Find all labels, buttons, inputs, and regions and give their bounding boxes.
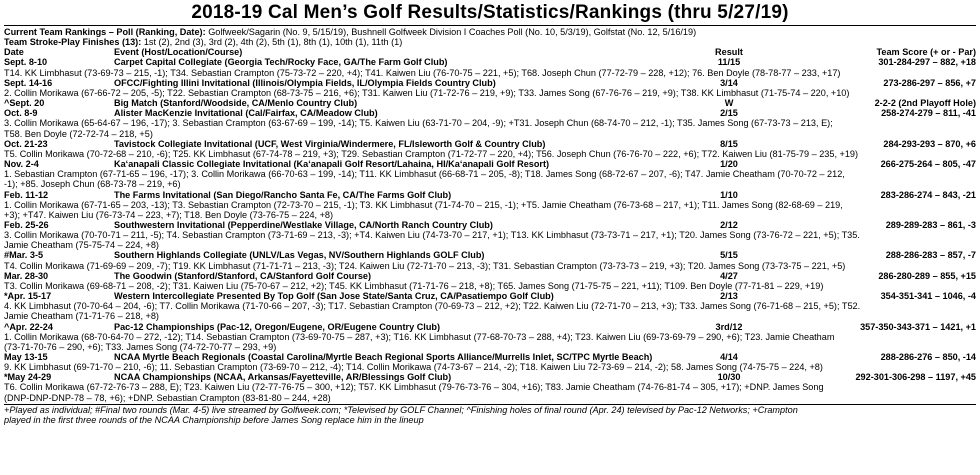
event-date: #Mar. 3-5	[4, 250, 44, 261]
event-name: The Farms Invitational (San Diego/Rancho Santa Fe, CA/The Farms Golf Club)	[114, 189, 452, 200]
event-details: T4. Collin Morikawa (71-69-69 – 209, -7); T19. KK Limbhasut (71-71-71 – 213, -3); T24. Kaiwen Liu (72-71-70 – 213, -3); T31. Sebastian Crampton (73-73-73 – 219, +3); T20. James Song (73-73-75 – 221, +5)	[4, 260, 846, 271]
event-name: Pac-12 Championships (Pac-12, Oregon/Eugene, OR/Eugene Country Club)	[114, 321, 441, 332]
event-result: 2/12	[720, 219, 738, 230]
event-result: 3/14	[720, 77, 738, 88]
event-name: Big Match (Stanford/Woodside, CA/Menlo Country Club)	[114, 98, 358, 109]
event-details: 3. Collin Morikawa (65-64-67 – 196, -17); 3. Sebastian Crampton (63-67-69 – 199, -14); T5. Kaiwen Liu (63-71-70 – 204, -9); +T31. Joseph Chun (68-74-70 – 212, -1); T35. James Song (67-73-73 – 213, E);	[4, 118, 833, 129]
event-row	[4, 108, 976, 118]
event-name: Tavistock Collegiate Invitational (UCF, West Virginia/Windermere, FL/Isleworth Golf & Country Club)	[114, 138, 546, 149]
footnote-line: played in the first three rounds of the NCAA Championship before James Song replace him in the lineup	[4, 414, 424, 425]
event-row	[4, 322, 976, 332]
event-details: (DNP-DNP-DNP-78 – 78, +6); +DNP. Sebastian Crampton (83-81-80 – 244, +28)	[4, 392, 331, 403]
event-name: NCAA Myrtle Beach Regionals (Coastal Carolina/Myrtle Beach Regional Sports Alliance/Murrells Inlet, SC/TPC Myrtle Beach)	[114, 352, 653, 362]
event-result: 4/14	[720, 352, 738, 362]
event-date: Mar. 28-30	[4, 270, 49, 281]
event-details: (73-71-70-76 – 290, +6); T33. James Song (74-72-70-77 – 293, +9)	[4, 341, 277, 352]
event-row	[4, 159, 976, 169]
event-row	[4, 139, 976, 149]
event-details: T5. Collin Morikawa (70-72-68 – 210, -6); T25. KK Limbhasut (67-74-78 – 219, +3); T29. Sebastian Crampton (71-72-77 – 220, +4); T56. Joseph Chun (76-76-70 – 222, +6); T72. Kaiwen Liu (81-75-79 – 235, +19)	[4, 148, 859, 159]
footnotes	[4, 405, 976, 425]
event-details: T3. Collin Morikawa (69-68-71 – 208, -2); T31. Kaiwen Liu (75-70-67 – 212, +2); T45. KK Limbhasut (71-71-76 – 218, +8); T65. James Song (71-75-75 – 221, +11); T109. Ben Doyle (77-71-81 – 229, +19)	[4, 280, 824, 291]
event-date: ^Sept. 20	[4, 98, 45, 109]
event-name: Southwestern Invitational (Pepperdine/Westlake Village, CA/North Ranch Country Club)	[114, 219, 493, 230]
event-date: ^Apr. 22-24	[4, 321, 53, 332]
event-date: *Apr. 15-17	[4, 291, 52, 302]
event-score: 283-286-274 – 843, -21	[880, 189, 976, 200]
event-score: 357-350-343-371 – 1421, +1	[860, 321, 976, 332]
col-date: Date	[4, 47, 24, 58]
event-name: Carpet Capital Collegiate (Georgia Tech/Rocky Face, GA/The Farm Golf Club)	[114, 57, 448, 68]
event-details: T14. KK Limbhasut (73-69-73 – 215, -1); T34. Sebastian Crampton (75-73-72 – 220, +4); T41. Kaiwen Liu (76-70-75 – 221, +5); T68. Joseph Chun (77-72-79 – 228, +12); 76. Ben Doyle (78-78-77 – 233, +17)	[4, 67, 841, 78]
event-result: 11/15	[717, 57, 741, 68]
results-document	[4, 2, 976, 469]
events-list	[4, 57, 976, 402]
event-result: 2/13	[720, 291, 738, 302]
event-result: 1/10	[720, 189, 738, 200]
event-score: 288-286-276 – 850, -14	[880, 352, 976, 362]
event-row	[4, 78, 976, 88]
rankings-text: Golfweek/Sagarin (No. 9, 5/15/19), Bushnell Golfweek Division I Coaches Poll (No. 10, 5/3/19), Golfstat (No. 12, 5/16/19)	[208, 27, 697, 37]
event-row	[4, 250, 976, 260]
event-details: +3); +T47. Kaiwen Liu (76-73-74 – 223, +7); T18. Ben Doyle (73-76-75 – 224, +8)	[4, 209, 334, 220]
event-score: 258-274-279 – 811, -41	[881, 108, 976, 119]
col-result: Result	[715, 47, 743, 58]
rankings-label: Current Team Rankings – Poll (Ranking, Date):	[4, 27, 206, 37]
event-row	[4, 271, 976, 281]
event-details: 2. Collin Morikawa (67-66-72 – 205, -5); T22. Sebastian Crampton (68-73-75 – 216, +6); T31. Kaiwen Liu (71-72-76 – 219, +9); T33. James Song (67-76-76 – 219, +9); T38. KK Limbhasut (71-75-74 – 220, +10)	[4, 87, 850, 98]
event-score: 301-284-297 – 882, +18	[878, 57, 976, 68]
event-details: 3. Collin Morikawa (70-70-71 – 211, -5); T4. Sebastian Crampton (73-71-69 – 213, -3); +T4. Kaiwen Liu (74-73-70 – 217, +1); T13. KK Limbhasut (73-73-71 – 217, +1); T20. James Song (73-76-72 – 221, +5); T35.	[4, 230, 860, 241]
event-score: 2-2-2 (2nd Playoff Hole)	[874, 98, 976, 109]
title-divider	[4, 25, 976, 26]
event-date: Feb. 11-12	[4, 189, 49, 200]
event-details: Jamie Cheatham (71-71-76 – 218, +8)	[4, 311, 159, 322]
event-date: Sept. 14-16	[4, 77, 53, 88]
event-details: 1. Collin Morikawa (68-70-64-70 – 272, -12); T14. Sebastian Crampton (73-69-70-75 – 287, +3); T16. KK Limbhasut (77-68-70-73 – 288, +4); T23. Kaiwen Liu (69-73-69-79 – 290, +6); T23. Jamie Cheatham	[4, 331, 835, 342]
event-details: 1. Collin Morikawa (67-71-65 – 203, -13); T3. Sebastian Crampton (72-73-70 – 215, -1); T3. KK Limbhasut (71-74-70 – 215, -1); +T5. Jamie Cheatham (76-73-68 – 217, +1); T11. James Song (82-68-69 – 219,	[4, 199, 843, 210]
event-details: 4. KK Limbhasut (70-70-64 – 204, -6); T7. Collin Morikawa (71-70-66 – 207, -3); T17. Sebastian Crampton (70-69-73 – 212, +2); T22. Kaiwen Liu (72-71-70 – 213, +3); T33. James Song (76-71-68 – 215, +5); T52.	[4, 301, 861, 312]
event-details: T58. Ben Doyle (72-72-74 – 218, +5)	[4, 128, 153, 139]
page-title: 2018-19 Cal Men’s Golf Results/Statistics/Rankings (thru 5/27/19)	[191, 2, 789, 23]
event-details: -1); +85. Joseph Chun (68-73-78 – 219, +6)	[4, 179, 181, 190]
event-row	[4, 372, 976, 382]
event-date: May 13-15	[4, 352, 48, 362]
event-row	[4, 98, 976, 108]
event-row	[4, 190, 976, 200]
event-result: 3rd/12	[715, 321, 743, 332]
event-name: Southern Highlands Collegiate (UNLV/Las Vegas, NV/Southern Highlands GOLF Club)	[114, 250, 485, 261]
event-result: 2/15	[720, 108, 738, 119]
event-result: 1/20	[720, 159, 738, 170]
event-result: 10/30	[717, 372, 741, 383]
column-headers	[4, 47, 976, 57]
event-score: 284-293-293 – 870, +6	[883, 138, 976, 149]
event-details: T6. Collin Morikawa (67-72-76-73 – 288, E); T23. Kaiwen Liu (72-77-76-75 – 300, +12); T57. KK Limbhasut (79-76-73-76 – 304, +16); T83. Jamie Cheatham (74-76-81-74 – 305, +17); +DNP. James Song	[4, 382, 824, 393]
event-date: Oct. 21-23	[4, 138, 48, 149]
event-name: NCAA Championships (NCAA, Arkansas/Fayetteville, AR/Blessings Golf Club)	[114, 372, 452, 383]
event-name: OFCC/Fighting Illini Invitational (Illinois/Olympia Fields, IL/Olympia Fields Country Club)	[114, 77, 496, 88]
col-score: Team Score (+ or - Par)	[876, 47, 976, 58]
event-details: Jamie Cheatham (75-75-74 – 224, +8)	[4, 240, 159, 251]
event-name: Alister MacKenzie Invitational (Cal/Fairfax, CA/Meadow Club)	[114, 108, 378, 119]
finishes-text: 1st (2), 2nd (3), 3rd (2), 4th (2), 5th (1), 8th (1), 10th (1), 11th (1)	[143, 37, 403, 48]
finishes-label: Team Stroke-Play Finishes (13):	[4, 37, 142, 48]
event-score: 288-286-283 – 857, -7	[885, 250, 976, 261]
footnote-line: +Played as individual; #Final two rounds (Mar. 4-5) live streamed by Golfweek.com; *Televised by GOLF Channel; ^Finishing holes of final round (Apr. 24) televised by Pac-12 Networks; +Crampton	[4, 404, 798, 415]
event-name: Western Intercollegiate Presented By Top Golf (San Jose State/Santa Cruz, CA/Pasatiempo Golf Club)	[114, 291, 554, 302]
event-name: Ka‘anapali Classic Collegiate Invitational (Ka‘anapali Golf Resort/Lahaina, HI/Ka‘anapali Golf Resort)	[114, 159, 550, 170]
event-details: 1. Sebastian Crampton (67-71-65 – 196, -17); 3. Collin Morikawa (66-70-63 – 199, -14); T11. KK Limbhasut (66-68-71 – 205, -8); T18. James Song (68-72-67 – 207, -6); T47. Jamie Cheatham (70-70-72 – 212,	[4, 169, 845, 180]
event-score: 292-301-306-298 – 1197, +45	[855, 372, 976, 383]
event-score: 289-289-283 – 861, -3	[885, 219, 976, 230]
event-score: 266-275-264 – 805, -47	[880, 159, 976, 170]
event-details: 9. KK Limbhasut (69-71-70 – 210, -6); 11. Sebastian Crampton (73-69-70 – 212, -4); T14. Collin Morikawa (74-73-67 – 214, -2); T18. Kaiwen Liu 72-73-69 – 214, -2); 58. James Song (74-75-75 – 224, +8)	[4, 362, 823, 373]
event-row	[4, 220, 976, 230]
event-score: 286-280-289 – 855, +15	[878, 270, 976, 281]
event-row	[4, 291, 976, 301]
rankings-line	[4, 27, 976, 37]
event-result: W	[724, 98, 734, 109]
finishes-line	[4, 37, 976, 47]
event-name: The Goodwin (Stanford/Stanford, CA/Stanford Golf Course)	[114, 270, 372, 281]
event-date: *May 24-29	[4, 372, 52, 383]
event-date: Oct. 8-9	[4, 108, 38, 119]
event-row	[4, 352, 976, 362]
event-result: 4/27	[720, 270, 738, 281]
event-date: Sept. 8-10	[4, 57, 48, 68]
event-date: Feb. 25-26	[4, 219, 49, 230]
event-score: 354-351-341 – 1046, -4	[880, 291, 976, 302]
event-date: Nov. 2-4	[4, 159, 39, 170]
event-result: 8/15	[720, 138, 738, 149]
event-result: 5/15	[720, 250, 738, 261]
col-event: Event (Host/Location/Course)	[114, 47, 243, 58]
event-row	[4, 57, 976, 67]
event-score: 273-286-297 – 856, +7	[883, 77, 976, 88]
